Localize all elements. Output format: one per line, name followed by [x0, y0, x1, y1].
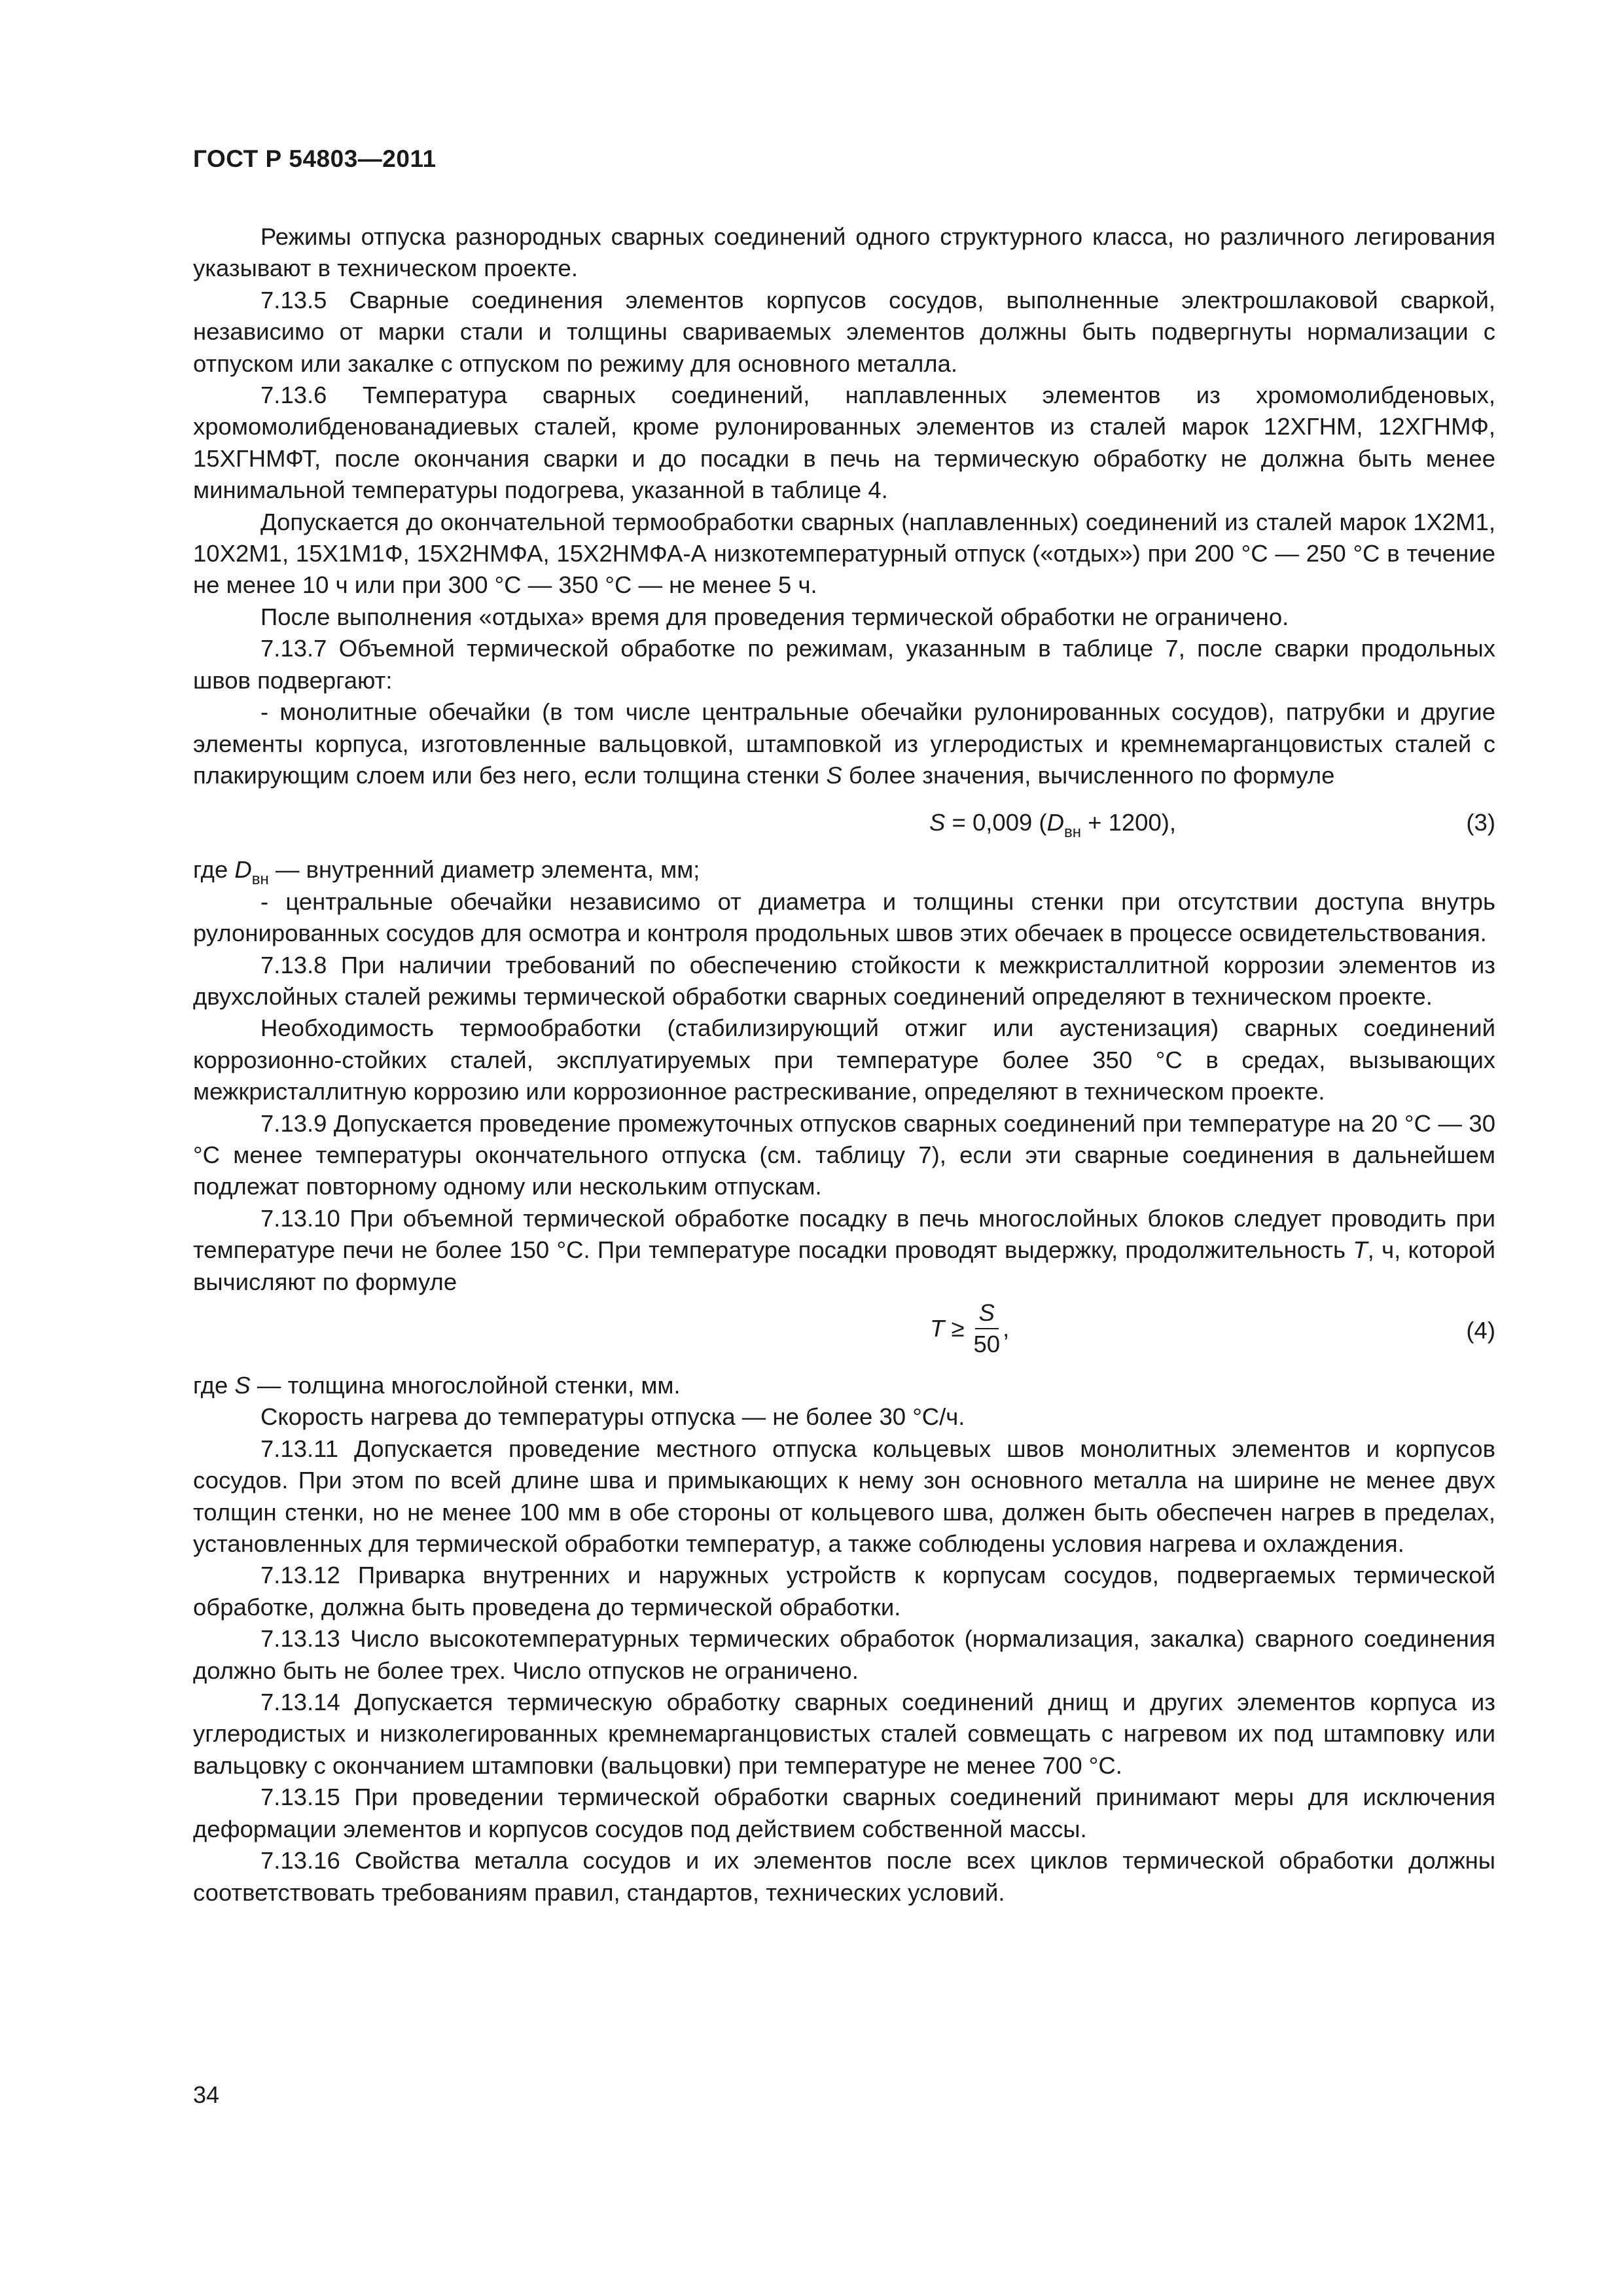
formula-number: (3) [1466, 809, 1495, 836]
clause-7-13-5: 7.13.5 Сварные соединения элементов корпусов сосудов, выполненные электрошлаковой сваркой, независимо от марки стали и толщины свариваемых элементов должны быть подвергнуты нормализации с отпуском или закалке с отпуском по режиму для основного металла. [193, 286, 1495, 377]
formula-number: (4) [1466, 1317, 1495, 1344]
fraction: $\frac{S}{50}$ [973, 1299, 1001, 1357]
list-item: - монолитные обечайки (в том числе центральные обечайки рулонированных сосудов), патрубки и другие элементы корпуса, изготовленные вальцовкой, штамповкой из углеродистых и кремнемарганцовистых сталей с плакирующим слоем или без него, если толщина стенки S более значения, вычисленного по формуле [193, 698, 1495, 789]
clause-7-13-10: 7.13.10 При объемной термической обработке посадку в печь многослойных блоков следует проводить при температуре печи не более 150 °С. При температуре посадки проводят выдержку, продолжительность T, ч, которой вычисляют по формуле [193, 1204, 1495, 1295]
clause-7-13-9: 7.13.9 Допускается проведение промежуточных отпусков сварных соединений при температуре на 20 °С — 30 °С менее температуры окончательного отпуска (см. таблицу 7), если эти сварные соединения в дальнейшем подлежат повторному одному или нескольким отпускам. [193, 1109, 1495, 1200]
clause-7-13-12: 7.13.12 Приварка внутренних и наружных устройств к корпусам сосудов, подвергаемых термической обработке, должна быть проведена до термической обработки. [193, 1562, 1495, 1621]
formula-explanation: где S — толщина многослойной стенки, мм. [193, 1372, 681, 1399]
document-header: ГОСТ Р 54803—2011 [193, 145, 437, 172]
clause-7-13-15: 7.13.15 При проведении термической обработки сварных соединений принимают меры для исключения деформации элементов и корпусов сосудов под действием собственной массы. [193, 1784, 1495, 1842]
formula-4 [193, 1298, 1495, 1370]
paragraph: Допускается до окончательной термообработки сварных (наплавленных) соединений из сталей марок 1Х2М1, 10Х2М1, 15Х1М1Ф, 15Х2НМФА, 15Х2НМФА-А низкотемпературный отпуск («отдых») при 200 °С — 250 °С в течение не менее 10 ч или при 300 °С — 350 °С — не менее 5 ч. [193, 508, 1495, 599]
variable: T [1353, 1236, 1368, 1264]
clause-7-13-14: 7.13.14 Допускается термическую обработку сварных соединений днищ и других элементов корпуса из углеродистых и низколегированных кремнемарганцовистых сталей совмещать с нагревом их под штамповку или вальцовку с окончанием штамповки (вальцовки) при температуре не менее 700 °С. [193, 1689, 1495, 1779]
paragraph: Скорость нагрева до температуры отпуска — не более 30 °С/ч. [260, 1403, 965, 1431]
formula-explanation: где $D_{вн}$ — внутренний диаметр элемента, мм; [193, 856, 700, 889]
paragraph: Режимы отпуска разнородных сварных соединений одного структурного класса, но различного легирования указывают в техническом проекте. [193, 223, 1495, 282]
variable: S [826, 761, 842, 789]
paragraph: Необходимость термообработки (стабилизирующий отжиг или аустенизация) сварных соединений коррозионно-стойких сталей, эксплуатируемых при температуре более 350 °С в средах, вызывающих межкристаллитную коррозию или коррозионное растрескивание, определяют в техническом проекте. [193, 1014, 1495, 1105]
list-item: - центральные обечайки независимо от диаметра и толщины стенки при отсутствии доступа внутрь рулонированных сосудов для осмотра и контроля продольных швов этих обечаек в процессе освидетельствования. [193, 888, 1495, 947]
clause-7-13-11: 7.13.11 Допускается проведение местного отпуска кольцевых швов монолитных элементов и корпусов сосудов. При этом по всей длине шва и примыкающих к нему зон основного металла на ширине не менее двух толщин стенки, но не менее 100 мм в обе стороны от кольцевого шва, должен быть обеспечен нагрев в пределах, установленных для термической обработки температур, а также соблюдены условия нагрева и охлаждения. [193, 1435, 1495, 1558]
clause-7-13-16: 7.13.16 Свойства металла сосудов и их элементов после всех циклов термической обработки должны соответствовать требованиям правил, стандартов, технических условий. [193, 1847, 1495, 1906]
clause-7-13-6: 7.13.6 Температура сварных соединений, наплавленных элементов из хромомолибденовых, хромомолибденованадиевых сталей, кроме рулонированных элементов из сталей марок 12ХГНМ, 12ХГНМФ, 15ХГНМФТ, после окончания сварки и до посадки в печь на термическую обработку не должна быть менее минимальной температуры подогрева, указанной в таблице 4. [193, 382, 1495, 504]
formula-expression: S = 0,009 $(D_{вн} + 1200)$, [929, 809, 1177, 842]
formula-3 [193, 791, 1495, 854]
document-body [193, 221, 1495, 1909]
clause-7-13-13: 7.13.13 Число высокотемпературных термических обработок (нормализация, закалка) сварного соединения должно быть не более трех. Число отпусков не ограничено. [193, 1625, 1495, 1684]
clause-7-13-7: 7.13.7 Объемной термической обработке по режимам, указанным в таблице 7, после сварки продольных швов подвергают: [193, 635, 1495, 694]
clause-7-13-8: 7.13.8 При наличии требований по обеспечению стойкости к межкристаллитной коррозии элементов из двухслойных сталей режимы термической обработки сварных соединений определяют в техническом проекте. [193, 951, 1495, 1010]
page-number: 34 [193, 2081, 220, 2108]
paragraph: После выполнения «отдыха» время для проведения термической обработки не ограничено. [260, 603, 1289, 630]
formula-expression: T ≥ $\frac{S}{50}$ , [930, 1298, 1009, 1359]
